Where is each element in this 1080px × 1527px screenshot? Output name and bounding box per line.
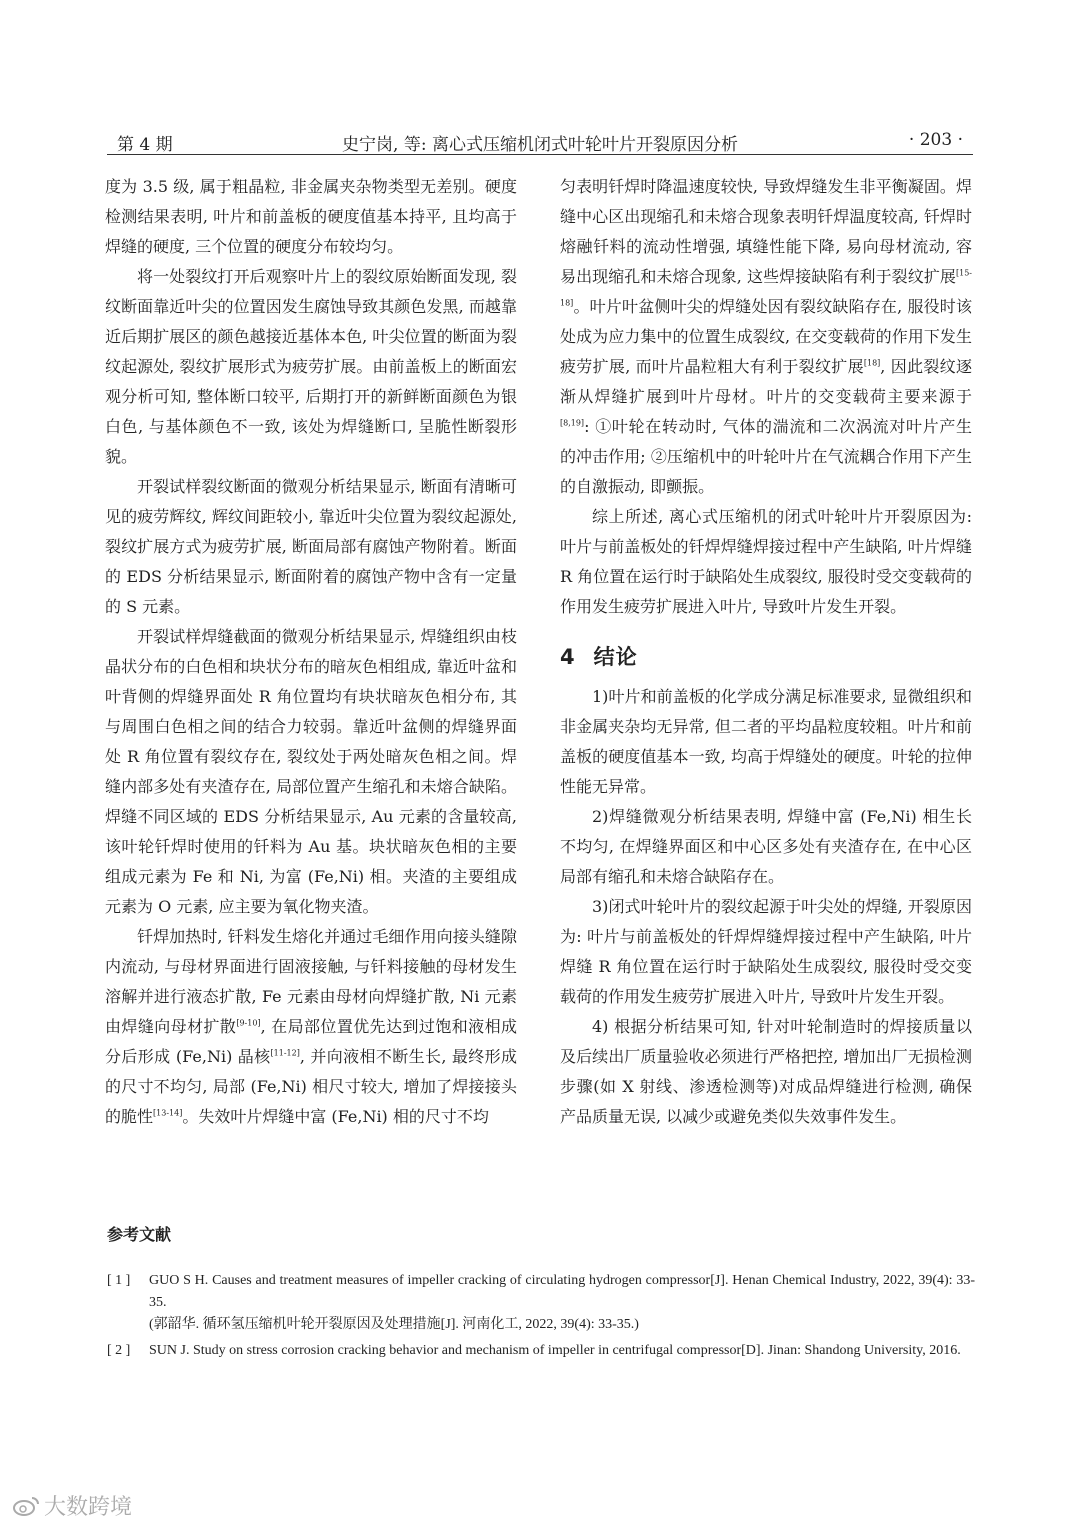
conclusion-item: 2)焊缝微观分析结果表明, 焊缝中富 (Fe,Ni) 相生长不均匀, 在焊缝界面区和中心区多处有夹渣存在, 在中心区局部有缩孔和未熔合缺陷存在。 bbox=[560, 807, 972, 886]
reference-item: [ 2 ] SUN J. Study on stress corrosion cracking behavior and mechanism of impeller in centrifugal compressor[D]. Jinan: Shandong University, 2016. bbox=[107, 1343, 961, 1358]
running-title: 史宁岗, 等: 离心式压缩机闭式叶轮叶片开裂原因分析 bbox=[342, 135, 738, 155]
conclusion-item: 1)叶片和前盖板的化学成分满足标准要求, 显微组织和非金属夹杂均无异常, 但二者的平均晶粒度较粗。叶片和前盖板的硬度值基本一致, 均高于焊缝处的硬度。叶轮的拉伸性能无异常。 bbox=[560, 687, 972, 796]
citation: [8,19] bbox=[560, 418, 585, 428]
page-header bbox=[107, 128, 973, 155]
paragraph: 钎焊加热时, 钎料发生熔化并通过毛细作用向接头缝隙内流动, 与母材界面进行固液接触, 与钎料接触的母材发生溶解并进行液态扩散, Fe 元素由母材向焊缝扩散, Ni 元素由焊缝向母材扩散[9-10], 在局部位置优先达到过饱和液相成分后形成 (Fe,Ni) 晶核[11-12], 并向液相不断生长, 最终形成的尺寸不均匀, 局部 (Fe,Ni) 相尺寸较大, 增加了焊接接头的脆性[13-14]。失效叶片焊缝中富 (Fe,Ni) 相的尺寸不均 bbox=[105, 927, 517, 1126]
right-column bbox=[560, 172, 972, 1132]
references-heading: 参考文献 bbox=[107, 1225, 172, 1244]
conclusion-item: 4) 根据分析结果可知, 针对叶轮制造时的焊接质量以及后续出厂质量验收必须进行严格把控, 增加出厂无损检测步骤(如 X 射线、渗透检测等)对成品焊缝进行检测, 确保产品质量无误, 以减少或避免类似失效事件发生。 bbox=[560, 1017, 972, 1126]
watermark: 大数跨境 bbox=[12, 1490, 132, 1521]
paragraph: 匀表明钎焊时降温速度较快, 导致焊缝发生非平衡凝固。焊缝中心区出现缩孔和未熔合现象表明钎焊温度较高, 钎焊时熔融钎料的流动性增强, 填缝性能下降, 易向母材流动, 容易出现缩孔和未熔合现象, 这些焊接缺陷有利于裂纹扩展[15-18]。叶片叶盆侧叶尖的焊缝处因有裂纹缺陷存在, 服役时该处成为应力集中的位置生成裂纹, 在交变载荷的作用下发生疲劳扩展, 而叶片晶粒粗大有利于裂纹扩展[18], 因此裂纹逐渐从焊缝扩展到叶片母材。叶片的交变载荷主要来源于[8,19]: ①叶轮在转动时, 气体的湍流和二次涡流对叶片产生的冲击作用; ②压缩机中的叶轮叶片在气流耦合作用下产生的自激振动, 即颤振。 bbox=[560, 177, 972, 496]
weibo-logo-icon bbox=[12, 1495, 40, 1517]
conclusion-item: 3)闭式叶轮叶片的裂纹起源于叶尖处的焊缝, 开裂原因为: 叶片与前盖板处的钎焊焊缝焊接过程中产生缺陷, 叶片焊缝 R 角位置在运行时于缺陷处生成裂纹, 服役时受交变载荷的作用发生疲劳扩展进入叶片, 导致叶片发生开裂。 bbox=[560, 897, 972, 1006]
issue-number: 第 4 期 bbox=[117, 135, 173, 155]
citation: [13-14] bbox=[153, 1108, 183, 1118]
paragraph: 开裂试样裂纹断面的微观分析结果显示, 断面有清晰可见的疲劳辉纹, 辉纹间距较小, 靠近叶尖位置为裂纹起源处, 裂纹扩展方式为疲劳扩展, 断面局部有腐蚀产物附着。断面的 EDS 分析结果显示, 断面附着的腐蚀产物中含有一定量的 S 元素。 bbox=[105, 477, 517, 616]
reference-item: [ 1 ] GUO S H. Causes and treatment measures of impeller cracking of circulating hydrogen compressor[J]. Henan Chemical Industry, 2022, 39(4): 33-35. (郭韶华. 循环氢压缩机叶轮开裂原因及处理措施[J]. 河南化工, 2022, 39(4): 33-35.) bbox=[107, 1273, 975, 1332]
paragraph: 度为 3.5 级, 属于粗晶粒, 非金属夹杂物类型无差别。硬度检测结果表明, 叶片和前盖板的硬度值基本持平, 且均高于焊缝的硬度, 三个位置的硬度分布较均匀。 bbox=[105, 177, 517, 256]
citation: [9-10] bbox=[236, 1018, 261, 1028]
citation: [15-18] bbox=[560, 268, 972, 308]
paragraph: 开裂试样焊缝截面的微观分析结果显示, 焊缝组织由枝晶状分布的白色相和块状分布的暗灰色相组成, 靠近叶盆和叶背侧的焊缝界面处 R 角位置均有块状暗灰色相分布, 其与周围白色相之间的结合力较弱。靠近叶盆侧的焊缝界面处 R 角位置有裂纹存在, 裂纹处于两处暗灰色相之间。焊缝内部多处有夹渣存在, 局部位置产生缩孔和未熔合缺陷。焊缝不同区域的 EDS 分析结果显示, Au 元素的含量较高, 该叶轮钎焊时使用的钎料为 Au 基。块状暗灰色相的主要组成元素为 Fe 和 Ni, 为富 (Fe,Ni) 相。夹渣的主要组成元素为 O 元素, 应主要为氧化物夹渣。 bbox=[105, 627, 517, 916]
citation: [18] bbox=[863, 358, 881, 368]
left-column bbox=[105, 172, 517, 1132]
section-heading: 4 结论 bbox=[560, 645, 638, 669]
paragraph: 综上所述, 离心式压缩机的闭式叶轮叶片开裂原因为: 叶片与前盖板处的钎焊焊缝焊接过程中产生缺陷, 叶片焊缝 R 角位置在运行时于缺陷处生成裂纹, 服役时受交变载荷的作用发生疲劳扩展进入叶片, 导致叶片发生开裂。 bbox=[560, 507, 972, 616]
citation: [11-12] bbox=[270, 1048, 300, 1058]
page-number: · 203 · bbox=[908, 130, 963, 150]
reference-list bbox=[107, 1270, 975, 1366]
paragraph: 将一处裂纹打开后观察叶片上的裂纹原始断面发现, 裂纹断面靠近叶尖的位置因发生腐蚀导致其颜色发黑, 而越靠近后期扩展区的颜色越接近基体本色, 叶尖位置的断面为裂纹起源处, 裂纹扩展形式为疲劳扩展。由前盖板上的断面宏观分析可知, 整体断口较平, 后期打开的新鲜断面颜色为银白色, 与基体颜色不一致, 该处为焊缝断口, 呈脆性断裂形貌。 bbox=[105, 267, 517, 466]
